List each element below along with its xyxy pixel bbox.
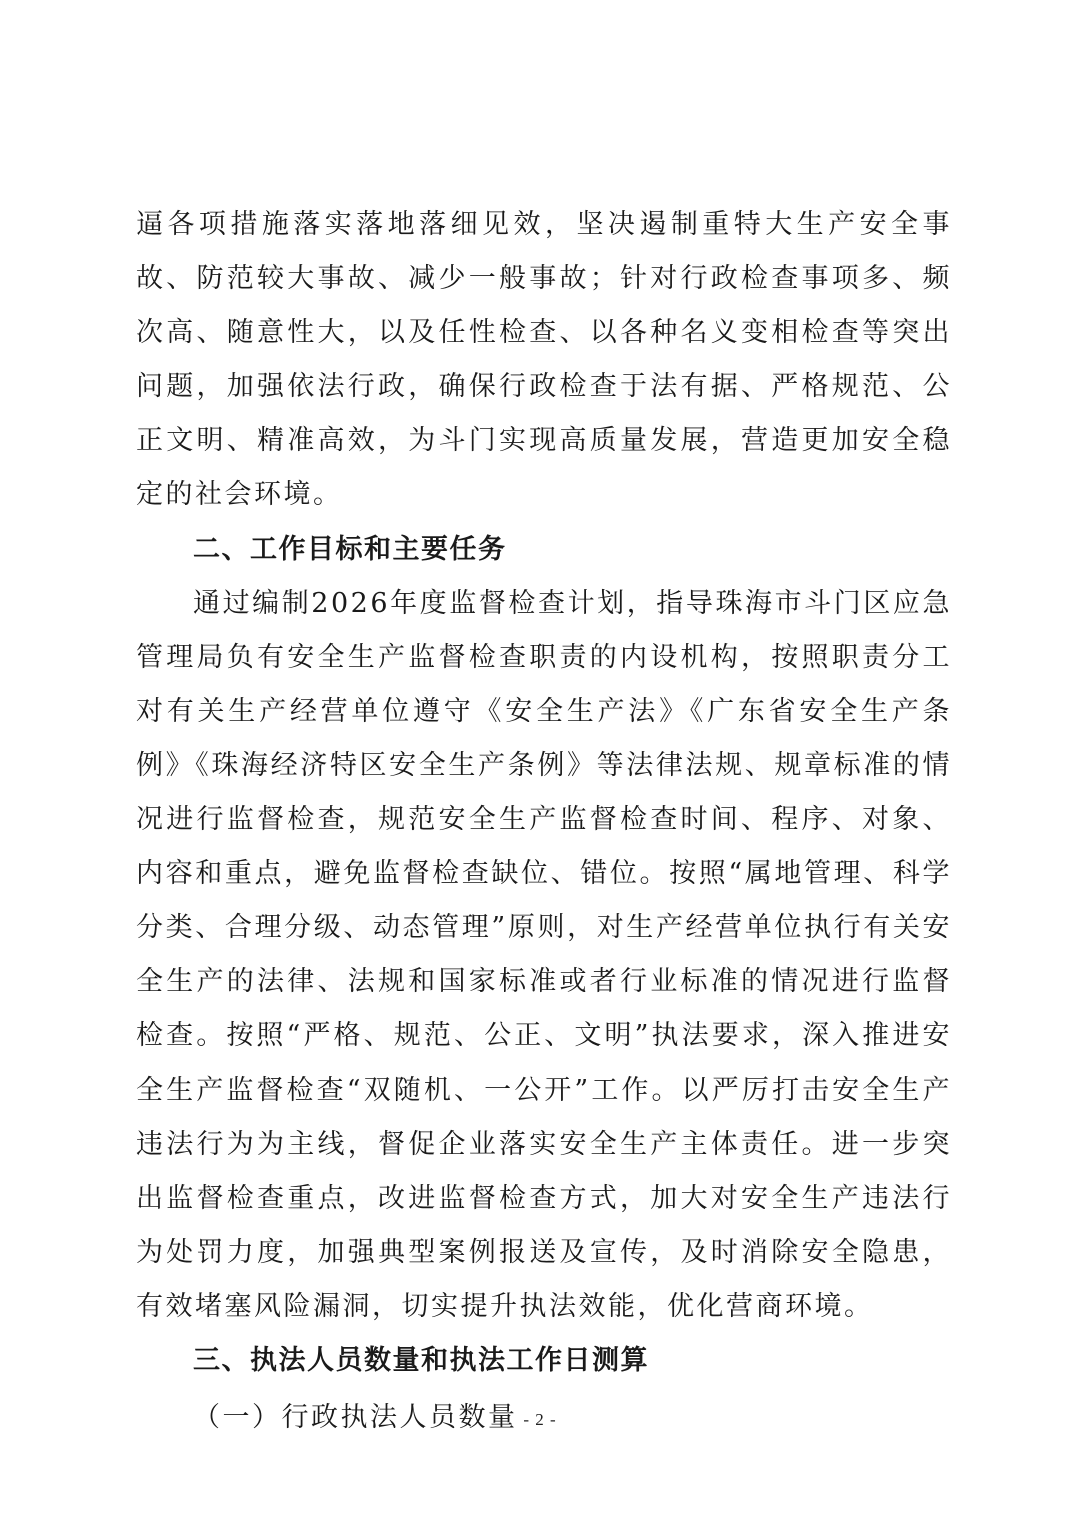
section-heading-2: 二、工作目标和主要任务 — [193, 533, 507, 565]
document-body — [136, 198, 952, 1445]
sub-heading-1: （一）行政执法人员数量 — [193, 1402, 518, 1434]
paragraph-continued: 逼各项措施落实落地落细见效，坚决遏制重特大生产安全事故、防范较大事故、减少一般事故；针对行政检查事项多、频次高、随意性大，以及任性检查、以各种名义变相检查等突出问题，加强依法行政，确保行政检查于法有据、严格规范、公正文明、精准高效，为斗门实现高质量发展，营造更加安全稳定的社会环境。 — [136, 209, 952, 511]
section-heading-3: 三、执法人员数量和执法工作日测算 — [193, 1344, 649, 1376]
page-number: - 2 - — [523, 1410, 557, 1429]
paragraph-work-goals: 通过编制2026年度监督检查计划，指导珠海市斗门区应急管理局负有安全生产监督检查职责的内设机构，按照职责分工对有关生产经营单位遵守《安全生产法》《广东省安全生产条例》《珠海经济特区安全生产条例》等法律法规、规章标准的情况进行监督检查，规范安全生产监督检查时间、程序、对象、内容和重点，避免监督检查缺位、错位。按照“属地管理、科学分类、合理分级、动态管理”原则，对生产经营单位执行有关安全生产的法律、法规和国家标准或者行业标准的情况进行监督检查。按照“严格、规范、公正、文明”执法要求，深入推进安全生产监督检查“双随机、一公开”工作。以严厉打击安全生产违法行为为主线，督促企业落实安全生产主体责任。进一步突出监督检查重点，改进监督检查方式，加大对安全生产违法行为处罚力度，加强典型案例报送及宣传，及时消除安全隐患，有效堵塞风险漏洞，切实提升执法效能，优化营商环境。 — [136, 587, 952, 1322]
